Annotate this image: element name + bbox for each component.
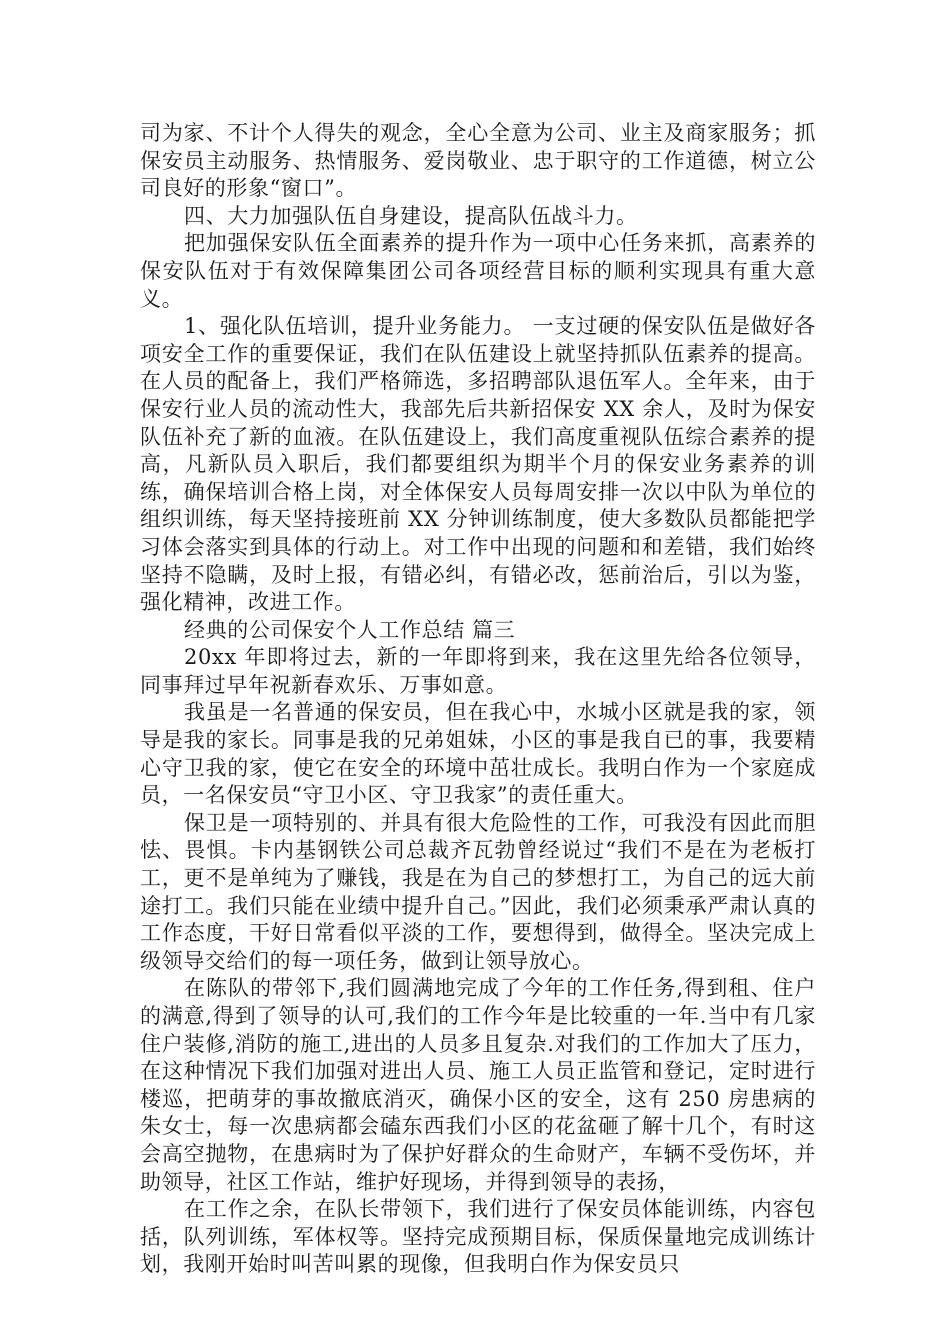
paragraph-4: 1、强化队伍培训，提升业务能力。 一支过硬的保安队伍是做好各项安全工作的重要保证，我们在队伍建设上就坚持抓队伍素养的提高。在人员的配备上，我们严格筛选，多招聘部队退伍军人。全年来，由于保安行业人员的流动性大，我部先后共新招保安 XX 余人，及时为保安队伍补充了新的血液。在队伍建设上，我们高度重视队伍综合素养的提高，凡新队员入职后，我们都要组织为期半个月的保安业务素养的训练，确保培训合格上岗，对全体保安人员每周安排一次以中队为单位的组织训练，每天坚持接班前 XX 分钟训练制度，使大多数队员都能把学习体会落实到具体的行动上。对工作中出现的问题和和差错，我们始终坚持不隐瞒，及时上报，有错必纠，有错必改，惩前治后，引以为鉴，强化精神，改进工作。	[140, 314, 816, 615]
document-body	[140, 120, 816, 1279]
paragraph-5-section-title: 经典的公司保安个人工作总结 篇三	[184, 617, 516, 642]
paragraph-6: 20xx 年即将过去，新的一年即将到来，我在这里先给各位领导，同事拜过早年祝新春欢乐、万事如意。	[140, 645, 816, 697]
paragraph-10: 在工作之余，在队长带领下，我们进行了保安员体能训练，内容包括，队列训练，军体权等。坚持完成预期目标，保质保量地完成训练计划，我刚开始时叫苦叫累的现像，但我明白作为保安员只	[140, 1197, 816, 1277]
paragraph-3: 把加强保安队伍全面素养的提升作为一项中心任务来抓，高素养的保安队伍对于有效保障集团公司各项经营目标的顺利实现具有重大意义。	[140, 231, 816, 311]
paragraph-2-heading: 四、大力加强队伍自身建设，提高队伍战斗力。	[184, 203, 638, 228]
paragraph-1: 司为家、不计个人得失的观念，全心全意为公司、业主及商家服务；抓保安员主动服务、热情服务、爱岗敬业、忠于职守的工作道德，树立公司良好的形象“窗口”。	[140, 121, 816, 201]
paragraph-8: 保卫是一项特别的、并具有很大危险性的工作，可我没有因此而胆怯、畏惧。卡内基钢铁公司总裁齐瓦勃曾经说过“我们不是在为老板打工，更不是单纯为了赚钱，我是在为自己的梦想打工，为自己的远大前途打工。我们只能在业绩中提升自己。”因此，我们必须秉承严肃认真的工作态度，干好日常看似平淡的工作，要想得到，做得全。坚决完成上级领导交给们的每一项任务，做到让领导放心。	[140, 810, 816, 973]
paragraph-7: 我虽是一名普通的保安员，但在我心中，水城小区就是我的家，领导是我的家长。同事是我的兄弟姐妹，小区的事是我自已的事，我要精心守卫我的家，使它在安全的环境中茁壮成长。我明白作为一个家庭成员，一名保安员“守卫小区、守卫我家”的责任重大。	[140, 700, 816, 808]
paragraph-9: 在陈队的带邻下,我们圆满地完成了今年的工作任务,得到租、住户的满意,得到了领导的认可,我们的工作今年是比较重的一年.当中有几家住户装修,消防的施工,进出的人员多且复杂.对我们的工作加大了压力，在这种情况下我们加强对进出人员、施工人员正监管和登记，定时进行楼巡，把萌芽的事故撤底消灭，确保小区的安全，这有 250 房患病的朱女士，每一次患病都会磕东西我们小区的花盆砸了解十几个，有时这会高空抛物，在患病时为了保护好群众的生命财产，车辆不受伤坏，并 助领导，社区工作站，维护好现场，并得到领导的表扬，	[140, 976, 816, 1194]
